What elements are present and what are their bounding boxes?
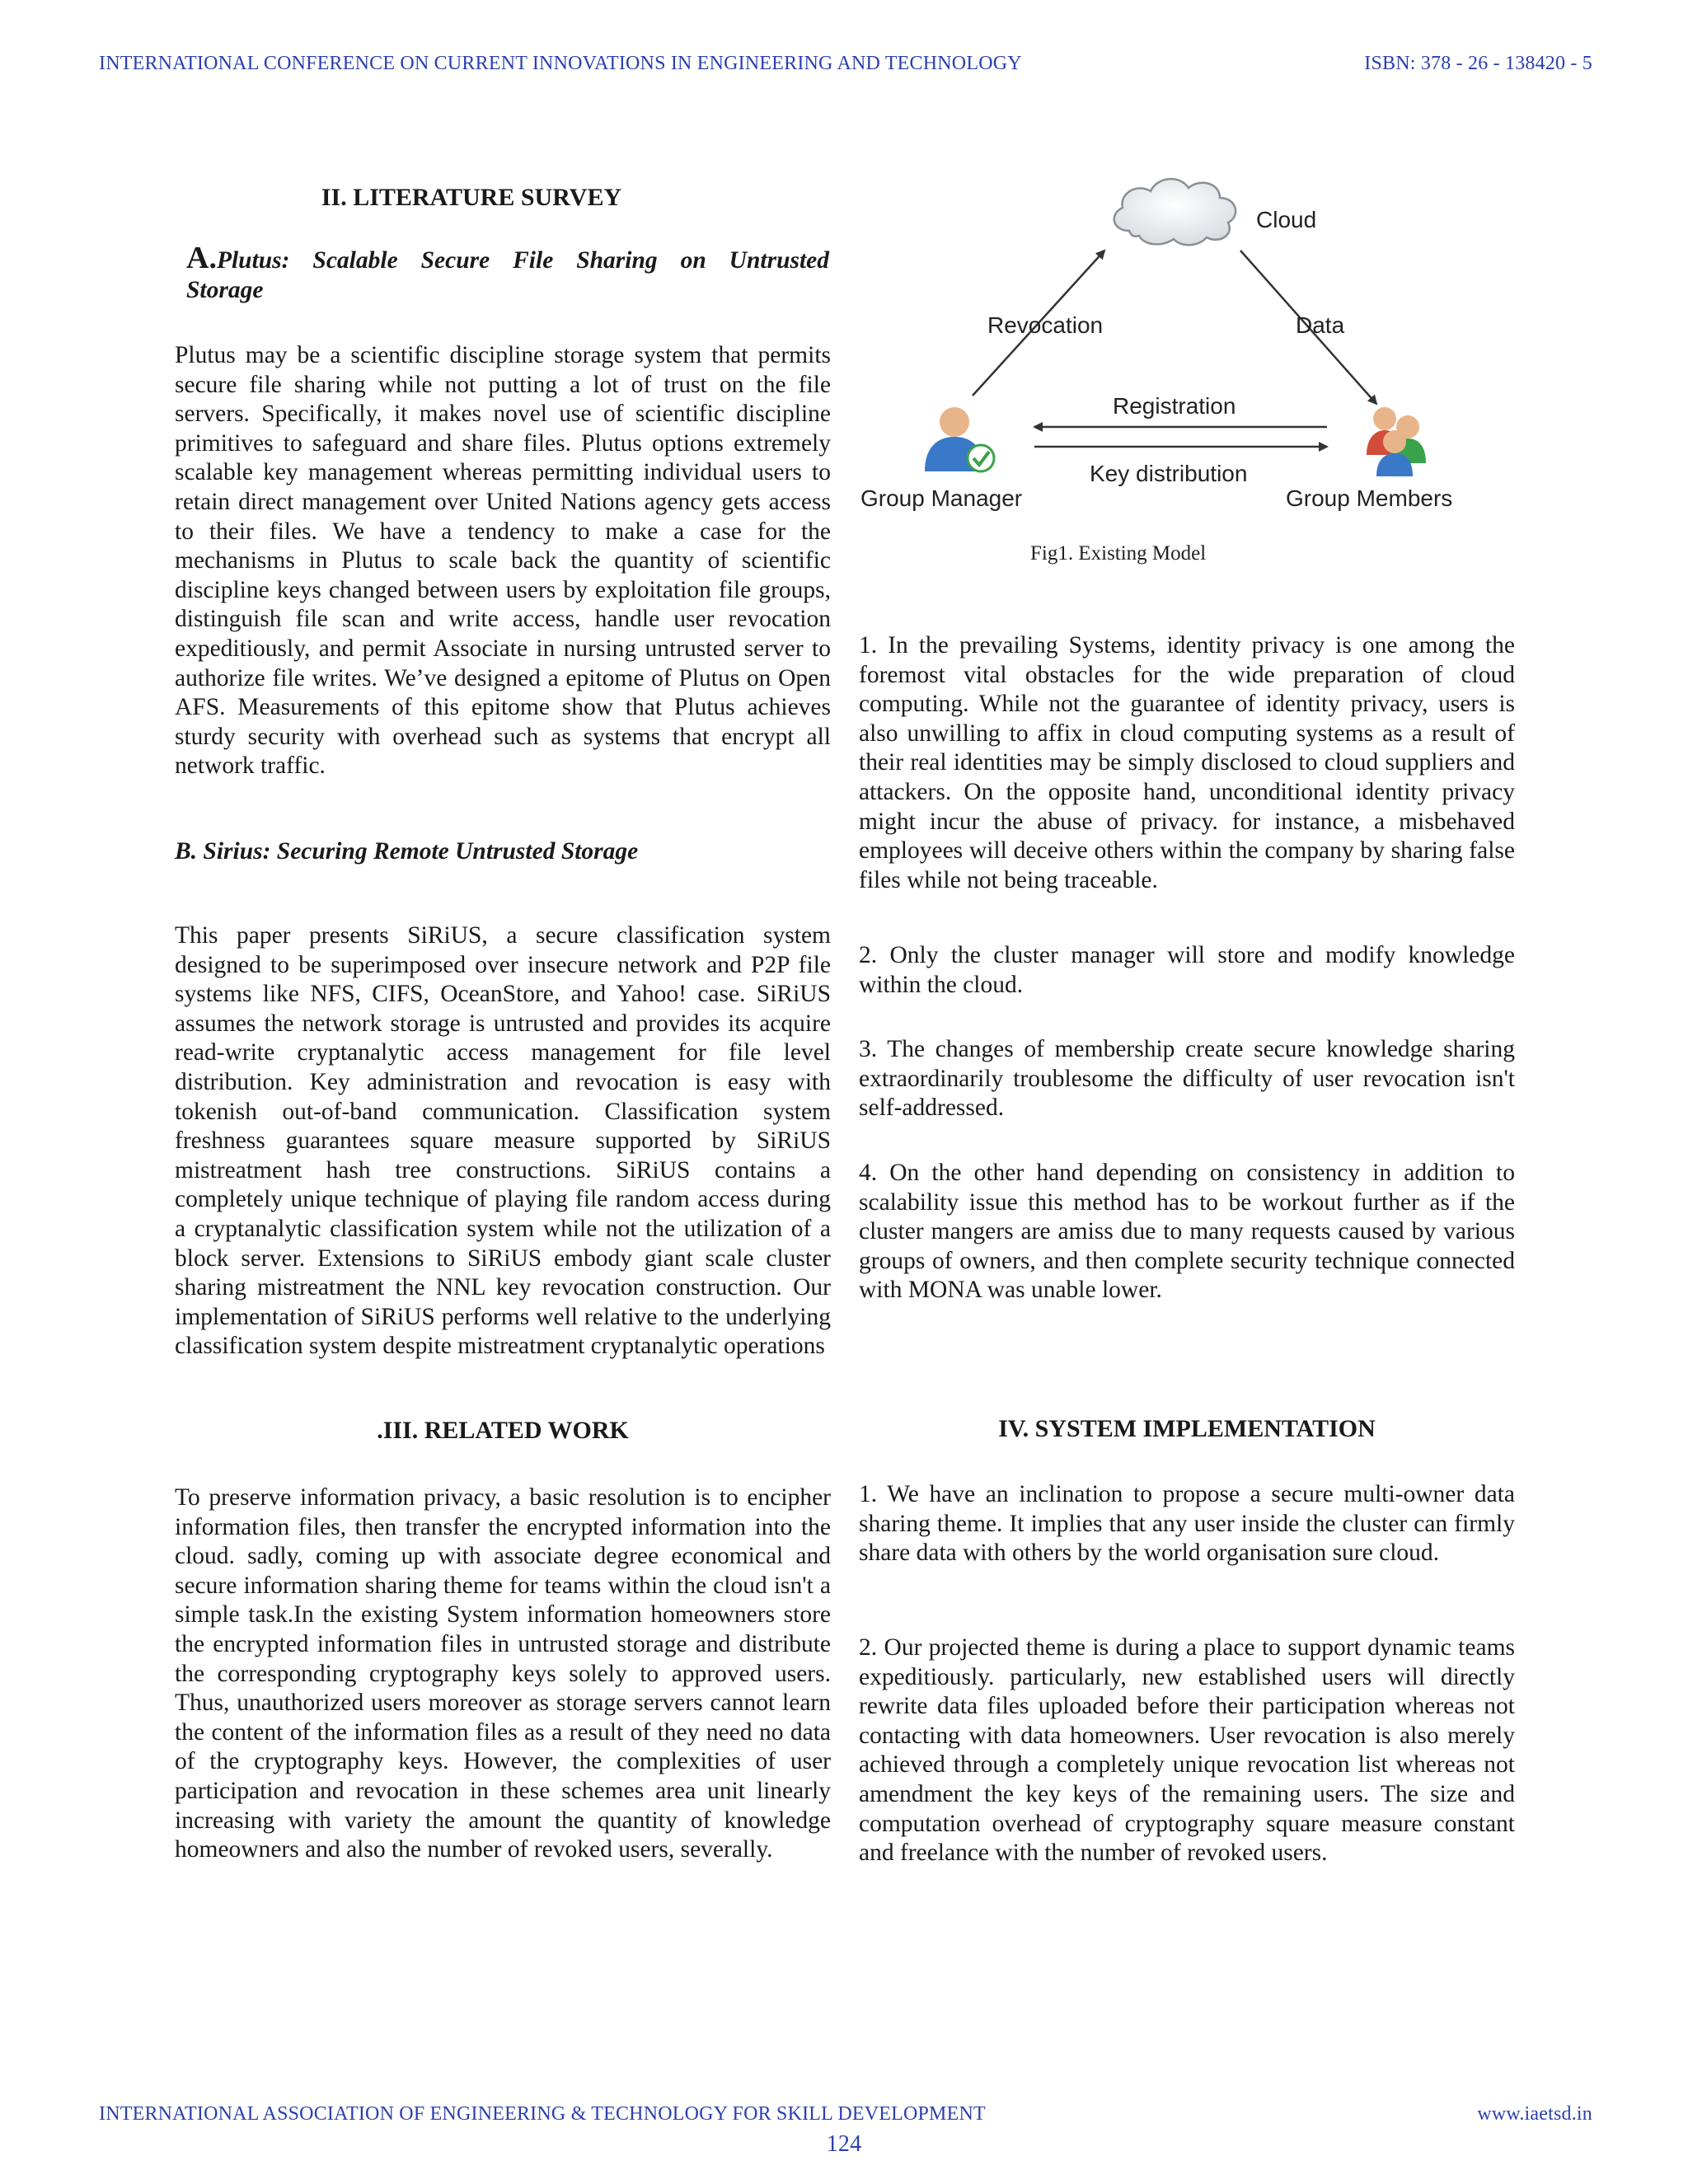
system-implementation-point-1-wrap — [859, 1480, 1515, 1568]
plutus-paragraph: Plutus may be a scientific discipline storage system that permits secure file sharing while not putting a lot of trust on the file servers. Specifically, it makes novel use of scientific discipline primitives to safeguard and share files. Plutus options extremely scalable key management whereas permitting individual users to retain direct management over United Nations agency gets access to their files. We have a tendency to make a case for the mechanisms in Plutus to scale back the quantity of scientific discipline keys changed between users by exploitation file groups, distinguish file scan and write access, handle user revocation expeditiously, and permit Associate in nursing untrusted server to authorize file writes. We’ve designed a epitome of Plutus on Open AFS. Measurements of this epitome show that Plutus achieves sturdy security with overhead such as systems that encrypt all network traffic. — [175, 342, 831, 780]
system-implementation-point-2: 2. Our projected theme is during a place to support dynamic teams expeditiously. particularly, new established users will directly rewrite data files uploaded before their participation whereas not contacting with data homeowners. User revocation is also merely achieved through a completely unique revocation list whereas not amendment the key keys of the remaining users. The size and computation overhead of cryptography square measure constant and freelance with the number of revoked users. — [859, 1634, 1515, 1867]
system-implementation-heading: IV. SYSTEM IMPLEMENTATION — [998, 1415, 1376, 1442]
subsection-a-title — [186, 241, 829, 305]
label-registration: Registration — [1113, 393, 1236, 419]
subsection-b-title-wrap — [175, 837, 831, 867]
subsection-b-title: B. Sirius: Securing Remote Untrusted Storage — [175, 838, 639, 865]
cloud-icon — [1114, 179, 1236, 245]
subsection-a-title-line1: Plutus: Scalable Secure File Sharing on Untrusted — [216, 247, 829, 274]
label-cloud: Cloud — [1256, 207, 1317, 232]
subsection-a-letter: A. — [186, 241, 217, 275]
running-header-isbn: ISBN: 378 - 26 - 138420 - 5 — [1364, 53, 1592, 74]
label-revocation: Revocation — [987, 312, 1104, 338]
page-number: 124 — [826, 2131, 862, 2157]
label-data: Data — [1296, 312, 1345, 338]
existing-point-3: 3. The changes of membership create secure knowledge sharing extraordinarily troublesome the difficulty of user revocation isn't self-addressed. — [859, 1036, 1515, 1122]
existing-point-2-wrap — [859, 941, 1515, 1000]
literature-survey-section — [175, 183, 831, 213]
running-header-conference: INTERNATIONAL CONFERENCE ON CURRENT INNOVATIONS IN ENGINEERING AND TECHNOLOGY — [99, 53, 1022, 74]
related-work-body — [175, 1483, 831, 1865]
system-implementation-point-2-wrap — [859, 1633, 1515, 1868]
label-group-manager: Group Manager — [860, 485, 1023, 511]
system-implementation-heading-wrap — [859, 1414, 1515, 1444]
existing-point-3-wrap — [859, 1035, 1515, 1123]
existing-model-diagram — [857, 165, 1500, 519]
subsection-a-title-line2: Storage — [186, 276, 264, 303]
existing-point-1-wrap — [859, 631, 1515, 895]
existing-point-4-wrap — [859, 1159, 1515, 1305]
related-work-paragraph: To preserve information privacy, a basic resolution is to encipher information files, then transfer the encrypted information into the cloud. sadly, coming up with associate degree economical and secure information sharing theme for teams within the cloud isn't a simple task.In the existing System information homeowners store the encrypted information files in untrusted storage and distribute the corresponding cryptography keys solely to approved users. Thus, unauthorized users moreover as storage servers cannot learn the content of the information files as a result of they need no data of the cryptography keys. However, the complexities of user participation and revocation in these schemes area unit linearly increasing with variety the amount the quantity of knowledge homeowners and also the number of revoked users, severally. — [175, 1484, 831, 1863]
related-work-heading: .III. RELATED WORK — [377, 1417, 629, 1444]
label-key-distribution: Key distribution — [1090, 461, 1248, 486]
system-implementation-point-1: 1. We have an inclination to propose a secure multi-owner data sharing theme. It implies that any user inside the cluster can firmly share data with others by the world organisation sure cloud. — [859, 1481, 1515, 1567]
label-group-members: Group Members — [1286, 485, 1453, 511]
figure-caption: Fig1. Existing Model — [1030, 542, 1207, 565]
subsection-b-body — [175, 921, 831, 1361]
sirius-paragraph: This paper presents SiRiUS, a secure classification system designed to be superimposed over insecure network and P2P file systems like NFS, CIFS, OceanStore, and Yahoo! case. SiRiUS assumes the network storage is untrusted and provides its acquire read-write cryptanalytic access management for file level distribution. Key administration and revocation is easy with tokenish out-of-band communication. Classification system freshness guarantees square measure supported by SiRiUS mistreatment hash tree constructions. SiRiUS contains a completely unique technique of playing file random access during a cryptanalytic classification system while not the utilization of a block server. Extensions to SiRiUS embody giant scale cluster sharing mistreatment the NNL key revocation construction. Our implementation of SiRiUS performs well relative to the underlying classification system despite mistreatment cryptanalytic operations — [175, 922, 831, 1360]
running-footer-association: INTERNATIONAL ASSOCIATION OF ENGINEERING & TECHNOLOGY FOR SKILL DEVELOPMENT — [99, 2103, 986, 2125]
related-work-heading-wrap — [175, 1416, 831, 1446]
group-members-icon — [1367, 407, 1426, 476]
subsection-a-body — [175, 341, 831, 781]
existing-point-2: 2. Only the cluster manager will store and modify knowledge within the cloud. — [859, 942, 1515, 998]
existing-point-4: 4. On the other hand depending on consistency in addition to scalability issue this method has to be workout further as if the cluster mangers are amiss due to many requests caused by various groups of owners, and then complete security technique connected with MONA was unable lower. — [859, 1160, 1515, 1304]
existing-point-1: 1. In the prevailing Systems, identity privacy is one among the foremost vital obstacles for the wide preparation of cloud computing. While not the guarantee of identity privacy, users is also unwilling to affix in cloud computing systems as a result of their real identities may be simply disclosed to cloud suppliers and attackers. On the opposite hand, unconditional identity privacy might incur the abuse of privacy. for instance, a misbehaved employees will deceive others within the company by sharing false files while not being traceable. — [859, 632, 1515, 893]
literature-survey-heading: II. LITERATURE SURVEY — [321, 184, 622, 211]
running-footer-website: www.iaetsd.in — [1477, 2103, 1592, 2125]
group-manager-icon — [925, 407, 994, 471]
